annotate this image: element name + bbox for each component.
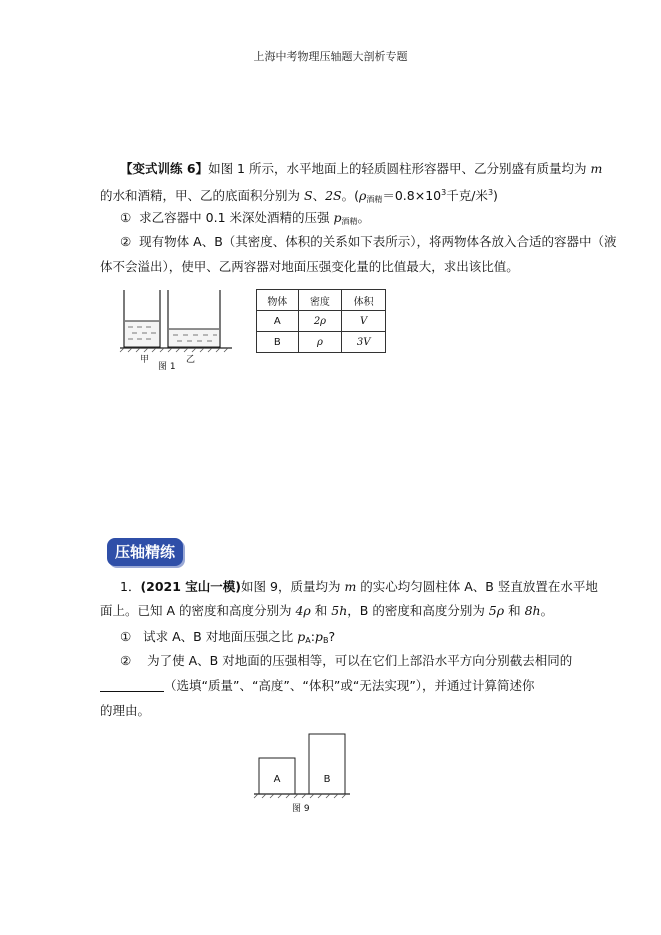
table-cell: A (257, 311, 299, 332)
figure-9-caption: 图 9 (292, 804, 310, 814)
var-m: m (590, 161, 603, 176)
q1-item2-line2 (100, 676, 535, 696)
q1-text: 的实心均匀圆柱体 A、B 竖直放置在水平地 (356, 579, 598, 594)
label-jia: 甲 (140, 355, 150, 365)
var-5h: 5h (331, 603, 348, 618)
label-b: B (323, 774, 331, 785)
var-pB: p (314, 629, 323, 644)
table-cell: V (342, 311, 386, 332)
unit: 千克/米 (446, 188, 488, 203)
var-4rho: 4ρ (295, 603, 311, 618)
item-text: 为了使 A、B 对地面的压强相等，可以在它们上部沿水平方向分别截去相同的 (147, 653, 573, 668)
q6-line2 (100, 183, 498, 210)
q1-text: 和 (504, 603, 525, 618)
q1-text: ，B 的密度和高度分别为 (347, 603, 489, 618)
sub-A: A (305, 636, 311, 645)
unit-exp: 3 (487, 188, 494, 197)
question-source: (2021 宝山一模) (140, 579, 242, 594)
q6-text2: 的水和酒精，甲、乙的底面积分别为 (100, 188, 304, 203)
item-number: ② (120, 653, 132, 668)
figure-1-containers (118, 285, 238, 370)
punct: 。( (341, 188, 359, 203)
q1-line1 (120, 577, 598, 597)
container-yi (168, 290, 220, 347)
punct: 。 (540, 603, 554, 618)
sub-jiujing: 酒精 (366, 195, 383, 204)
q1-text: 面上。已知 A 的密度和高度分别为 (100, 603, 296, 618)
table-cell: 2ρ (298, 311, 342, 332)
var-5rho: 5ρ (488, 603, 505, 618)
q6-tag: 【变式训练 6】 (120, 161, 209, 176)
q6-item2-line2: 体不会溢出），使甲、乙两容器对地面压强变化量的比值最大，求出该比值。 (100, 259, 519, 274)
table-header-row (257, 290, 386, 311)
section-badge: 压轴精练 (107, 538, 183, 566)
item-text: 求乙容器中 0.1 米深处酒精的压强 (139, 210, 334, 225)
figure-1-caption: 图 1 (158, 362, 176, 372)
q1-item2-line1 (120, 651, 572, 671)
figure-9-cylinders (252, 728, 352, 800)
answer-blank[interactable] (100, 677, 164, 692)
label-yi: 乙 (186, 355, 196, 365)
q6-line1 (120, 159, 602, 179)
item-text: （选填“质量”、“高度”、“体积”或“无法实现”），并通过计算简述你 (164, 678, 535, 693)
rho-value: ＝0.8×10 (382, 188, 442, 203)
q1-line2 (100, 601, 553, 621)
table-header: 物体 (257, 290, 299, 311)
var-S: S (303, 188, 313, 203)
table-cell: ρ (298, 332, 342, 353)
var-8h: 8h (524, 603, 541, 618)
colon: : (310, 629, 315, 644)
question-number: 1． (120, 579, 141, 594)
q6-item2-line1 (120, 232, 617, 252)
page-header: 上海中考物理压轴题大剖析专题 (253, 50, 408, 63)
var-pA: p (297, 629, 306, 644)
item-number: ① (120, 629, 132, 644)
table-header: 体积 (342, 290, 386, 311)
var-rho: ρ (359, 188, 367, 203)
q1-item1 (120, 627, 335, 651)
punct: ? (328, 629, 336, 644)
q6-text: 如图 1 所示，水平地面上的轻质圆柱形容器甲、乙分别盛有质量均为 (208, 161, 591, 176)
item-text: 现有物体 A、B（其密度、体积的关系如下表所示），将两物体各放入合适的容器中（液 (139, 234, 617, 249)
table-cell: 3V (342, 332, 386, 353)
exp: 3 (441, 188, 447, 197)
table-cell: B (257, 332, 299, 353)
punct: 。 (357, 210, 371, 225)
table-row (257, 332, 386, 353)
density-volume-table (256, 289, 386, 353)
sep: 、 (312, 188, 326, 203)
punct-close: ) (493, 188, 498, 203)
item-text: 试求 A、B 对地面压强之比 (143, 629, 298, 644)
q1-text: 如图 9，质量均为 (241, 579, 345, 594)
var-m: m (344, 579, 357, 594)
item-number: ① (120, 210, 132, 225)
var-p: p (333, 210, 342, 225)
sub-jiujing: 酒精 (341, 217, 358, 226)
sub-B: B (322, 636, 329, 645)
table-row (257, 311, 386, 332)
var-2S: 2S (325, 188, 342, 203)
item-number: ② (120, 234, 132, 249)
q1-item2-line3: 的理由。 (100, 703, 151, 718)
q6-item1 (120, 208, 370, 232)
cylinder-b (309, 734, 345, 794)
container-jia (124, 290, 160, 347)
label-a: A (273, 774, 281, 785)
q1-text: 和 (310, 603, 332, 618)
table-header: 密度 (298, 290, 342, 311)
